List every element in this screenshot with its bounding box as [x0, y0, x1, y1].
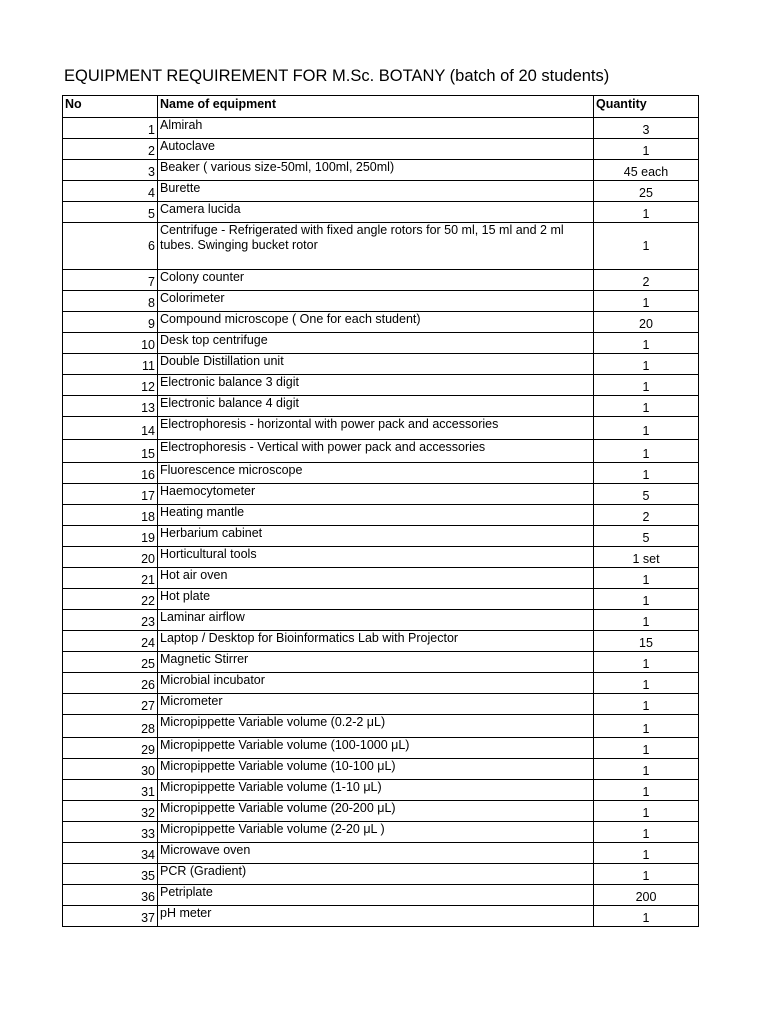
row-number: 16	[63, 463, 158, 484]
table-row	[63, 118, 699, 139]
quantity: 15	[594, 631, 699, 652]
table-row	[63, 291, 699, 312]
quantity: 1	[594, 354, 699, 375]
row-number: 29	[63, 738, 158, 759]
row-number: 34	[63, 843, 158, 864]
table-row	[63, 375, 699, 396]
equipment-name: Double Distillation unit	[158, 354, 594, 375]
table-row	[63, 843, 699, 864]
row-number: 37	[63, 906, 158, 927]
table-row	[63, 715, 699, 738]
row-number: 23	[63, 610, 158, 631]
quantity: 1	[594, 396, 699, 417]
equipment-name: Haemocytometer	[158, 484, 594, 505]
table-header-row	[63, 96, 699, 118]
table-row	[63, 906, 699, 927]
equipment-name: Burette	[158, 181, 594, 202]
row-number: 17	[63, 484, 158, 505]
equipment-table	[62, 95, 699, 927]
table-row	[63, 568, 699, 589]
equipment-name: Laminar airflow	[158, 610, 594, 631]
equipment-name: Electrophoresis - Vertical with power pack and accessories	[158, 440, 594, 463]
quantity: 2	[594, 505, 699, 526]
quantity: 20	[594, 312, 699, 333]
quantity: 1	[594, 759, 699, 780]
equipment-name: PCR (Gradient)	[158, 864, 594, 885]
equipment-name: Laptop / Desktop for Bioinformatics Lab with Projector	[158, 631, 594, 652]
row-number: 25	[63, 652, 158, 673]
row-number: 22	[63, 589, 158, 610]
quantity: 1	[594, 822, 699, 843]
table-row	[63, 333, 699, 354]
row-number: 6	[63, 223, 158, 270]
table-row	[63, 312, 699, 333]
quantity: 25	[594, 181, 699, 202]
equipment-name: pH meter	[158, 906, 594, 927]
equipment-name: Fluorescence microscope	[158, 463, 594, 484]
equipment-name: Camera lucida	[158, 202, 594, 223]
equipment-name: Herbarium cabinet	[158, 526, 594, 547]
row-number: 18	[63, 505, 158, 526]
quantity: 1	[594, 568, 699, 589]
quantity: 1	[594, 417, 699, 440]
row-number: 5	[63, 202, 158, 223]
equipment-name: Microbial incubator	[158, 673, 594, 694]
equipment-name: Micropippette Variable volume (1-10 μL)	[158, 780, 594, 801]
table-row	[63, 160, 699, 181]
row-number: 30	[63, 759, 158, 780]
equipment-name: Compound microscope ( One for each student)	[158, 312, 594, 333]
table-row	[63, 181, 699, 202]
table-row	[63, 780, 699, 801]
equipment-name: Electrophoresis - horizontal with power pack and accessories	[158, 417, 594, 440]
table-row	[63, 885, 699, 906]
quantity: 1	[594, 223, 699, 270]
quantity: 1	[594, 589, 699, 610]
equipment-name: Desk top centrifuge	[158, 333, 594, 354]
row-number: 10	[63, 333, 158, 354]
equipment-name: Microwave oven	[158, 843, 594, 864]
row-number: 14	[63, 417, 158, 440]
table-row	[63, 202, 699, 223]
equipment-name: Petriplate	[158, 885, 594, 906]
equipment-name: Electronic balance 4 digit	[158, 396, 594, 417]
column-header-quantity: Quantity	[594, 96, 699, 118]
quantity: 1	[594, 652, 699, 673]
table-row	[63, 440, 699, 463]
quantity: 1	[594, 864, 699, 885]
equipment-name: Electronic balance 3 digit	[158, 375, 594, 396]
quantity: 3	[594, 118, 699, 139]
equipment-name: Magnetic Stirrer	[158, 652, 594, 673]
table-row	[63, 738, 699, 759]
row-number: 3	[63, 160, 158, 181]
row-number: 2	[63, 139, 158, 160]
equipment-name: Horticultural tools	[158, 547, 594, 568]
table-row	[63, 547, 699, 568]
table-row	[63, 589, 699, 610]
table-row	[63, 505, 699, 526]
table-row	[63, 694, 699, 715]
equipment-name: Micropippette Variable volume (2-20 μL )	[158, 822, 594, 843]
quantity: 1	[594, 139, 699, 160]
row-number: 28	[63, 715, 158, 738]
row-number: 36	[63, 885, 158, 906]
row-number: 31	[63, 780, 158, 801]
table-row	[63, 673, 699, 694]
table-row	[63, 822, 699, 843]
equipment-name: Colorimeter	[158, 291, 594, 312]
table-row	[63, 759, 699, 780]
quantity: 1	[594, 202, 699, 223]
row-number: 8	[63, 291, 158, 312]
row-number: 15	[63, 440, 158, 463]
equipment-name: Autoclave	[158, 139, 594, 160]
row-number: 20	[63, 547, 158, 568]
equipment-name: Micropippette Variable volume (100-1000 μL)	[158, 738, 594, 759]
table-row	[63, 484, 699, 505]
quantity: 1	[594, 375, 699, 396]
table-row	[63, 417, 699, 440]
quantity: 1	[594, 906, 699, 927]
equipment-name: Almirah	[158, 118, 594, 139]
equipment-name: Micropippette Variable volume (10-100 μL)	[158, 759, 594, 780]
equipment-name: Heating mantle	[158, 505, 594, 526]
equipment-name: Colony counter	[158, 270, 594, 291]
quantity: 2	[594, 270, 699, 291]
equipment-name: Centrifuge - Refrigerated with fixed angle rotors for 50 ml, 15 ml and 2 ml tubes. Swinging bucket rotor	[158, 223, 594, 270]
quantity: 1	[594, 715, 699, 738]
quantity: 1	[594, 673, 699, 694]
table-row	[63, 354, 699, 375]
row-number: 27	[63, 694, 158, 715]
row-number: 4	[63, 181, 158, 202]
equipment-name: Hot air oven	[158, 568, 594, 589]
table-row	[63, 463, 699, 484]
row-number: 1	[63, 118, 158, 139]
row-number: 24	[63, 631, 158, 652]
table-body	[63, 118, 699, 927]
equipment-name: Micropippette Variable volume (20-200 μL)	[158, 801, 594, 822]
row-number: 12	[63, 375, 158, 396]
equipment-name: Micrometer	[158, 694, 594, 715]
quantity: 1	[594, 738, 699, 759]
row-number: 33	[63, 822, 158, 843]
row-number: 13	[63, 396, 158, 417]
quantity: 45 each	[594, 160, 699, 181]
document-title: EQUIPMENT REQUIREMENT FOR M.Sc. BOTANY (batch of 20 students)	[64, 67, 610, 85]
quantity: 1	[594, 780, 699, 801]
quantity: 1	[594, 843, 699, 864]
quantity: 200	[594, 885, 699, 906]
quantity: 1 set	[594, 547, 699, 568]
row-number: 9	[63, 312, 158, 333]
quantity: 5	[594, 484, 699, 505]
quantity: 1	[594, 440, 699, 463]
table-row	[63, 801, 699, 822]
equipment-name: Micropippette Variable volume (0.2-2 μL)	[158, 715, 594, 738]
table-row	[63, 631, 699, 652]
row-number: 19	[63, 526, 158, 547]
equipment-name: Beaker ( various size-50ml, 100ml, 250ml)	[158, 160, 594, 181]
quantity: 1	[594, 463, 699, 484]
row-number: 35	[63, 864, 158, 885]
table-row	[63, 139, 699, 160]
row-number: 11	[63, 354, 158, 375]
table-row	[63, 396, 699, 417]
quantity: 1	[594, 291, 699, 312]
quantity: 1	[594, 333, 699, 354]
table-row	[63, 270, 699, 291]
table-row	[63, 610, 699, 631]
quantity: 1	[594, 610, 699, 631]
equipment-name: Hot plate	[158, 589, 594, 610]
row-number: 21	[63, 568, 158, 589]
row-number: 7	[63, 270, 158, 291]
row-number: 32	[63, 801, 158, 822]
table-row	[63, 223, 699, 270]
table-row	[63, 652, 699, 673]
quantity: 1	[594, 801, 699, 822]
quantity: 1	[594, 694, 699, 715]
row-number: 26	[63, 673, 158, 694]
quantity: 5	[594, 526, 699, 547]
table-row	[63, 526, 699, 547]
table-row	[63, 864, 699, 885]
column-header-name: Name of equipment	[158, 96, 594, 118]
column-header-no: No	[63, 96, 158, 118]
